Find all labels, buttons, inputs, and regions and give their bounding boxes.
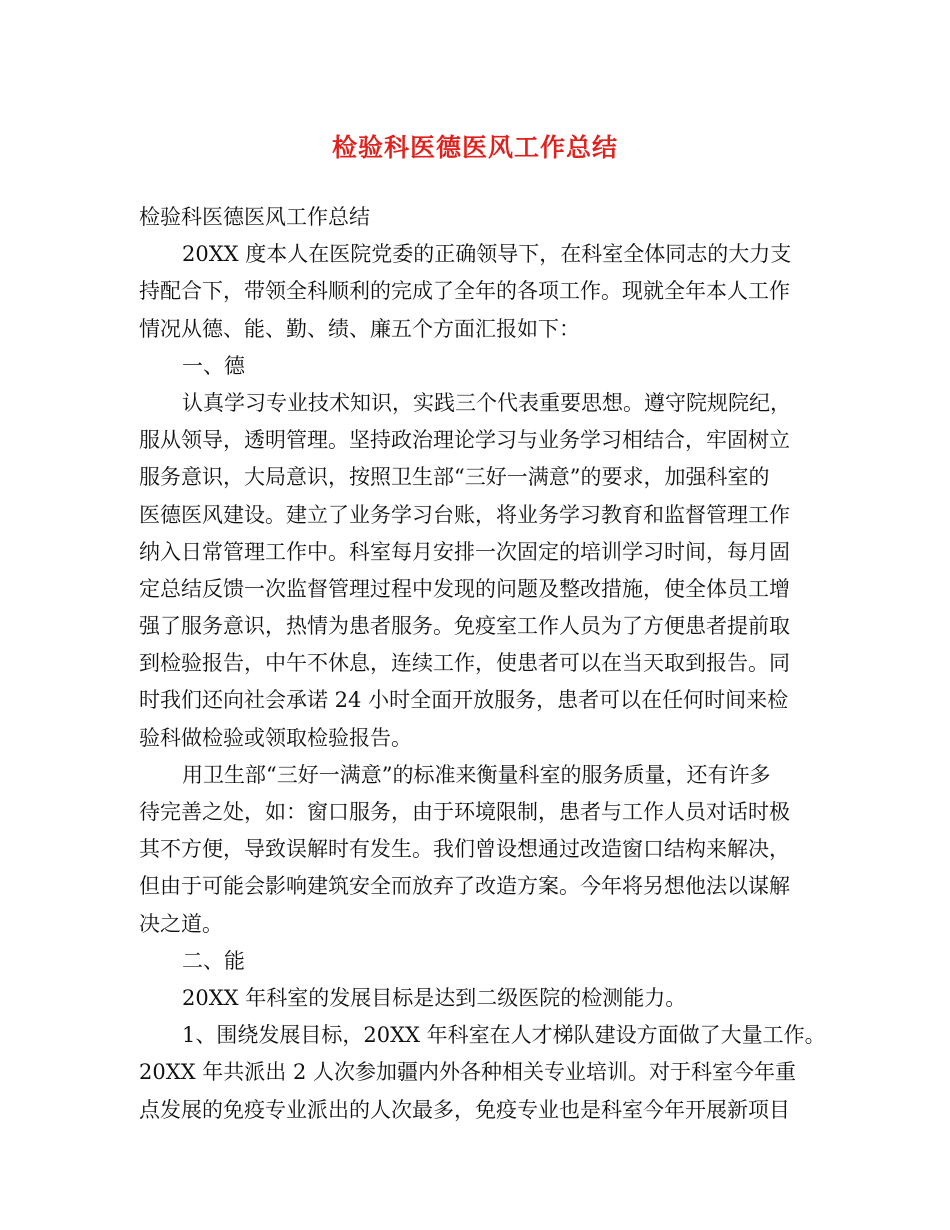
body-line: 检验科医德医风工作总结	[139, 205, 370, 229]
body-line: 医德医风建设。建立了业务学习台账，将业务学习教育和监督管理工作	[139, 502, 790, 527]
body-line: 时我们还向社会承诺 24 小时全面开放服务，患者可以在任何时间来检	[139, 688, 789, 713]
body-line: 20XX 度本人在医院党委的正确领导下，在科室全体同志的大力支	[182, 242, 792, 267]
document-title: 检验科医德医风工作总结	[331, 133, 618, 162]
body-line: 纳入日常管理工作中。科室每月安排一次固定的培训学习时间，每月固	[139, 539, 790, 564]
body-line: 但由于可能会影响建筑安全而放弃了改造方案。今年将另想他法以谋解	[139, 874, 790, 899]
body-line: 认真学习专业技术知识，实践三个代表重要思想。遵守院规院纪，	[182, 390, 791, 415]
body-line: 其不方便，导致误解时有发生。我们曾设想通过改造窗口结构来解决，	[139, 837, 790, 862]
body-line: 二、能	[182, 948, 245, 973]
body-line: 一、德	[182, 353, 245, 378]
body-line: 到检验报告，中午不休息，连续工作，使患者可以在当天取到报告。同	[139, 651, 790, 676]
body-line: 待完善之处，如：窗口服务，由于环境限制，患者与工作人员对话时极	[139, 800, 790, 824]
body-line: 用卫生部“三好一满意”的标准来衡量科室的服务质量，还有许多	[182, 762, 771, 787]
body-line: 强了服务意识，热情为患者服务。免疫室工作人员为了方便患者提前取	[139, 614, 790, 639]
body-line: 点发展的免疫专业派出的人次最多，免疫专业也是科室今年开展新项目	[139, 1097, 790, 1122]
body-line: 1、围绕发展目标，20XX 年科室在人才梯队建设方面做了大量工作。	[182, 1023, 826, 1048]
body-line: 验科做检验或领取检验报告。	[139, 725, 412, 750]
body-line: 决之道。	[139, 911, 223, 936]
body-line: 定总结反馈一次监督管理过程中发现的问题及整改措施，使全体员工增	[139, 576, 790, 601]
body-line: 服务意识，大局意识，按照卫生部“三好一满意”的要求，加强科室的	[139, 465, 770, 490]
body-line: 服从领导，透明管理。坚持政治理论学习与业务学习相结合，牢固树立	[139, 428, 790, 453]
document-body	[139, 199, 829, 1129]
body-line: 20XX 年科室的发展目标是达到二级医院的检测能力。	[182, 985, 687, 1010]
body-line: 20XX 年共派出 2 人次参加疆内外各种相关专业培训。对于科室今年重	[139, 1060, 797, 1085]
body-line: 情况从德、能、勤、绩、廉五个方面汇报如下：	[139, 316, 580, 341]
body-line: 持配合下，带领全科顺利的完成了全年的各项工作。现就全年本人工作	[139, 279, 790, 304]
